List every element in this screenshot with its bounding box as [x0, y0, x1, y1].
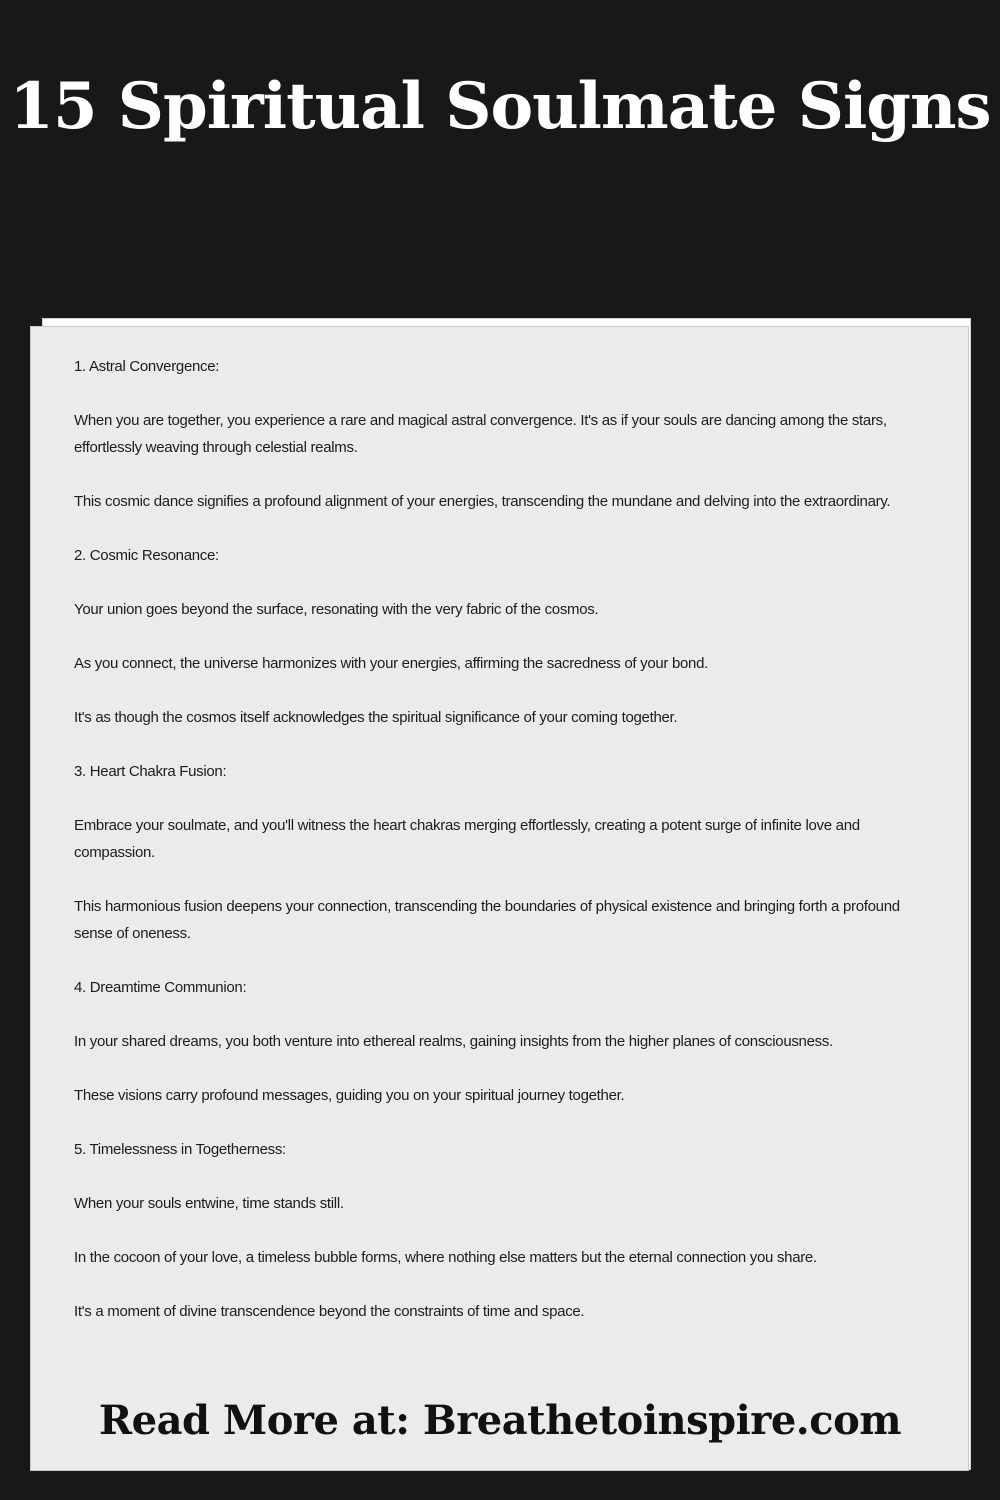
- content-card: [30, 326, 969, 1471]
- paragraph: When your souls entwine, time stands still.: [74, 1195, 344, 1212]
- read-more-footer: Read More at: Breathetoinspire.com: [98, 1397, 902, 1444]
- paragraph: These visions carry profound messages, guiding you on your spiritual journey together.: [74, 1087, 625, 1104]
- article-body: [74, 353, 934, 1352]
- sign-heading-3: 3. Heart Chakra Fusion:: [74, 763, 227, 780]
- paragraph: This harmonious fusion deepens your connection, transcending the boundaries of physical existence and bringing forth a profound sense of oneness.: [74, 898, 900, 942]
- paragraph: Embrace your soulmate, and you'll witness the heart chakras merging effortlessly, creating a potent surge of infinite love and compassion.: [74, 817, 860, 861]
- paragraph: It's a moment of divine transcendence beyond the constraints of time and space.: [74, 1303, 585, 1320]
- sign-heading-5: 5. Timelessness in Togetherness:: [74, 1141, 286, 1158]
- sign-heading-1: 1. Astral Convergence:: [74, 358, 220, 375]
- sign-heading-2: 2. Cosmic Resonance:: [74, 547, 219, 564]
- paragraph: In your shared dreams, you both venture into ethereal realms, gaining insights from the higher planes of consciousness.: [74, 1033, 833, 1050]
- paragraph: As you connect, the universe harmonizes with your energies, affirming the sacredness of your bond.: [74, 655, 709, 672]
- paragraph: In the cocoon of your love, a timeless bubble forms, where nothing else matters but the eternal connection you share.: [74, 1249, 817, 1266]
- sign-heading-4: 4. Dreamtime Communion:: [74, 979, 247, 996]
- paragraph: When you are together, you experience a rare and magical astral convergence. It's as if your souls are dancing among the stars, effortlessly weaving through celestial realms.: [74, 412, 887, 456]
- paragraph: It's as though the cosmos itself acknowledges the spiritual significance of your coming together.: [74, 709, 678, 726]
- paragraph: Your union goes beyond the surface, resonating with the very fabric of the cosmos.: [74, 601, 599, 618]
- paragraph: This cosmic dance signifies a profound alignment of your energies, transcending the mundane and delving into the extraordinary.: [74, 493, 891, 510]
- page-title: 15 Spiritual Soulmate Signs: [9, 69, 991, 144]
